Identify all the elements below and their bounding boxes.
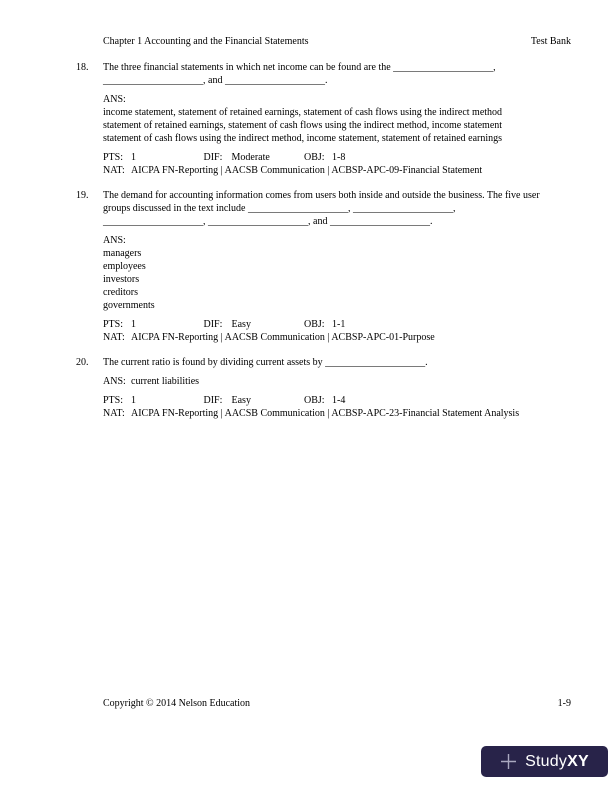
pts-label: PTS:: [103, 319, 124, 330]
meta-row: [103, 394, 541, 407]
obj-cell: [304, 394, 345, 407]
question-text: The demand for accounting information comes from users both inside and outside the business. The five user groups discussed in the text include ____________________, ____________________, ____________________, ____________________, and ____________________.: [103, 190, 540, 227]
question-18: [76, 61, 541, 177]
studyxy-badge[interactable]: [481, 746, 608, 777]
question-meta: [103, 318, 541, 344]
page-footer: [103, 697, 571, 710]
dif-cell: [204, 394, 302, 407]
answer-label: ANS:: [103, 94, 126, 105]
question-19: [76, 189, 541, 344]
dif-value: Easy: [231, 319, 251, 330]
answer-block: [103, 234, 541, 312]
obj-label: OBJ:: [304, 319, 325, 330]
pts-cell: [103, 394, 201, 407]
question-number: 20.: [76, 357, 89, 368]
pts-value: 1: [131, 152, 136, 163]
obj-label: OBJ:: [304, 395, 325, 406]
answer-value: current liabilities: [131, 376, 200, 387]
answer-line: governments: [103, 300, 155, 311]
answer-label: ANS:: [103, 235, 126, 246]
obj-value: 1-4: [332, 395, 346, 406]
question-20: [76, 356, 541, 420]
question-number: 18.: [76, 62, 89, 73]
answer-line: creditors: [103, 287, 138, 298]
answer-label: ANS:: [103, 376, 126, 387]
question-text: The current ratio is found by dividing current assets by ____________________.: [103, 357, 428, 368]
header-testbank-label: Test Bank: [530, 36, 571, 47]
page-header: [103, 35, 571, 48]
answer-line: statement of cash flows using the indirect method, income statement, statement of retained earnings: [103, 133, 503, 144]
obj-label: OBJ:: [304, 152, 325, 163]
nat-label: NAT:: [103, 332, 125, 343]
meta-row: [103, 151, 541, 164]
pts-cell: [103, 151, 201, 164]
obj-cell: [304, 151, 345, 164]
page-body: [76, 35, 571, 432]
question-meta: [103, 394, 541, 420]
header-chapter-title: Chapter 1 Accounting and the Financial Statements: [103, 36, 309, 47]
answer-line: investors: [103, 274, 140, 285]
pts-label: PTS:: [103, 395, 124, 406]
dif-label: DIF:: [203, 152, 223, 163]
dif-cell: [204, 318, 302, 331]
pts-cell: [103, 318, 201, 331]
wordmark-xy: XY: [567, 752, 589, 770]
nat-value: AICPA FN-Reporting | AACSB Communication | ACBSP-APC-01-Purpose: [131, 332, 435, 343]
nat-row: [103, 407, 541, 420]
answer-line: managers: [103, 248, 142, 259]
answer-line: employees: [103, 261, 146, 272]
footer-copyright: Copyright © 2014 Nelson Education: [103, 698, 251, 709]
dif-cell: [204, 151, 302, 164]
plus-icon: [500, 753, 517, 770]
nat-value: AICPA FN-Reporting | AACSB Communication | ACBSP-APC-09-Financial Statement: [131, 165, 483, 176]
question-number: 19.: [76, 190, 89, 201]
nat-value: AICPA FN-Reporting | AACSB Communication | ACBSP-APC-23-Financial Statement Analysis: [131, 408, 520, 419]
answer-block: [103, 93, 541, 145]
pts-value: 1: [131, 319, 136, 330]
question-text: The three financial statements in which net income can be found are the ____________________, ____________________, and ____________________.: [103, 62, 496, 86]
footer-page-number: 1-9: [557, 698, 571, 709]
nat-row: [103, 164, 541, 177]
studyxy-wordmark: [525, 754, 589, 770]
pts-label: PTS:: [103, 152, 124, 163]
wordmark-study: Study: [525, 752, 568, 770]
dif-label: DIF:: [203, 395, 223, 406]
question-meta: [103, 151, 541, 177]
dif-label: DIF:: [203, 319, 223, 330]
answer-line: income statement, statement of retained earnings, statement of cash flows using the indirect method: [103, 107, 503, 118]
meta-row: [103, 318, 541, 331]
nat-label: NAT:: [103, 408, 125, 419]
nat-label: NAT:: [103, 165, 125, 176]
obj-value: 1-8: [332, 152, 346, 163]
dif-value: Moderate: [231, 152, 270, 163]
nat-row: [103, 331, 541, 344]
answer-block: [103, 375, 541, 388]
dif-value: Easy: [231, 395, 251, 406]
answer-line: statement of retained earnings, statement of cash flows using the indirect method, income statement: [103, 120, 503, 131]
pts-value: 1: [131, 395, 136, 406]
answer-inline-row: [103, 375, 541, 388]
obj-cell: [304, 318, 345, 331]
questions-list: [76, 61, 541, 420]
obj-value: 1-1: [332, 319, 346, 330]
